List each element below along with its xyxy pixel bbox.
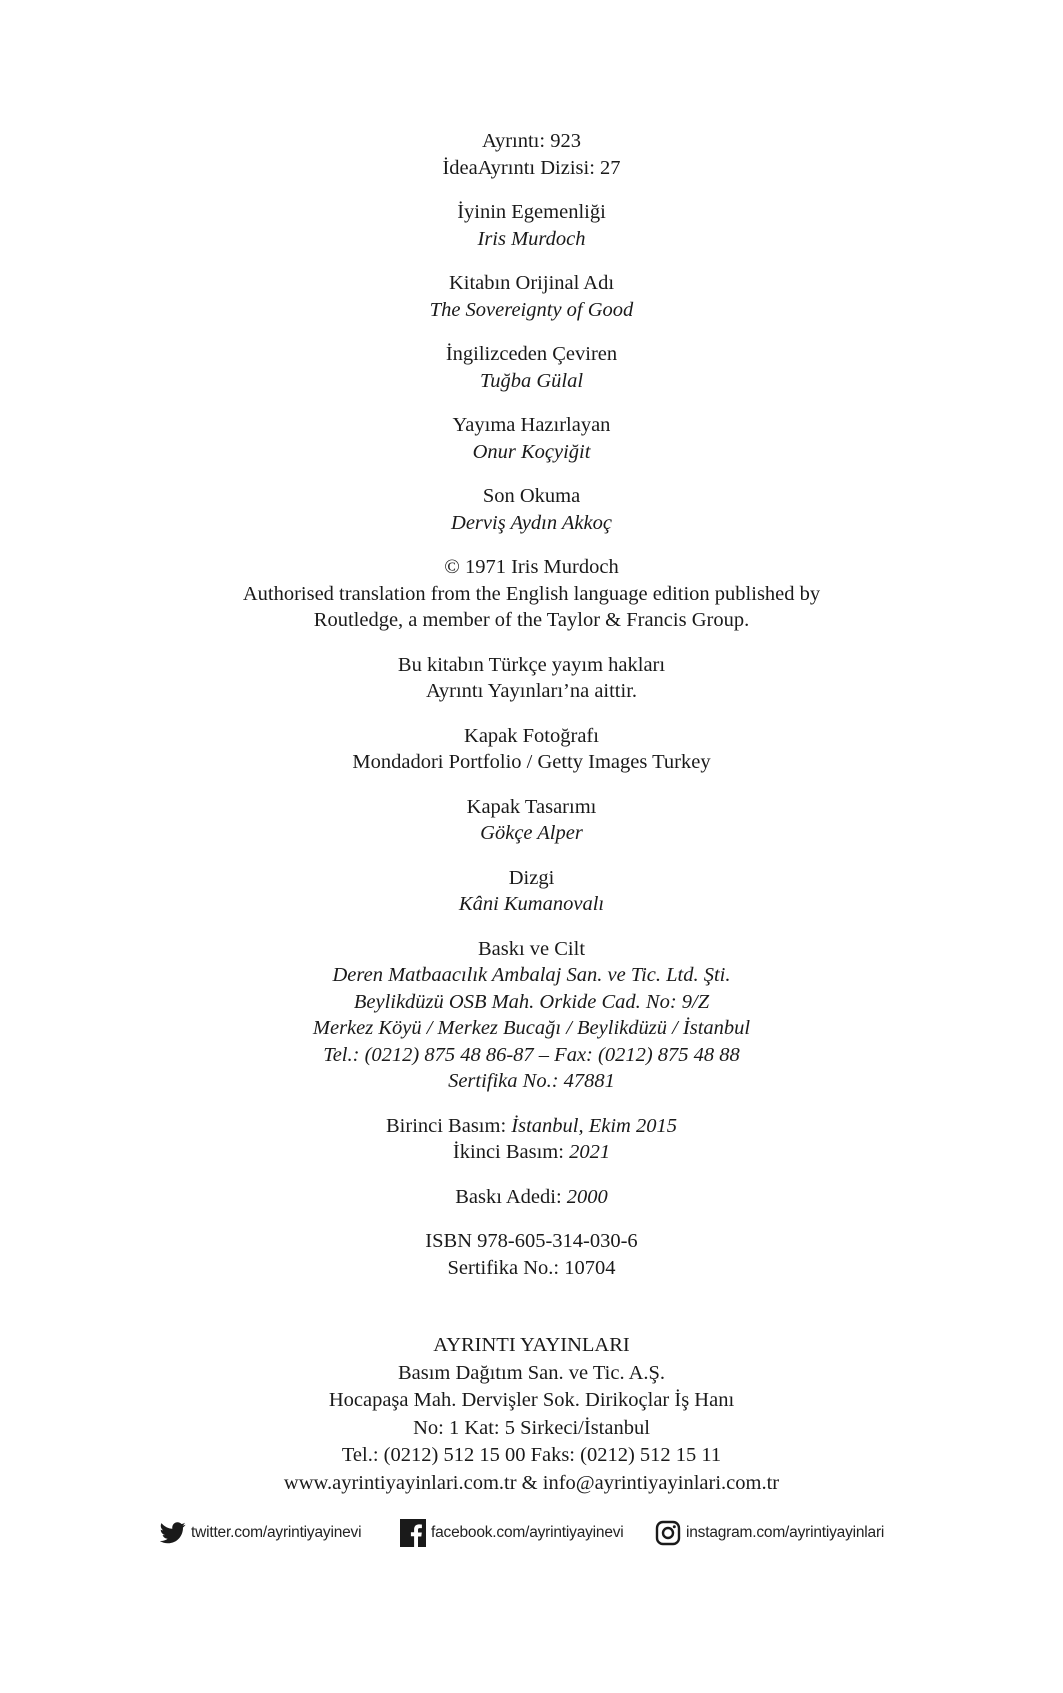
colophon-text: Tel.: (0212) 875 48 86-87 – Fax: (0212) 875 48 88 [323, 1043, 740, 1066]
colophon-line [0, 1139, 1063, 1166]
colophon-value: 2000 [566, 1185, 608, 1208]
colophon-text: ISBN 978-605-314-030-6 [425, 1230, 638, 1252]
publisher-name: AYRINTI YAYINLARI [433, 1334, 630, 1356]
colophon-line [0, 1068, 1063, 1095]
colophon-block [0, 1184, 1063, 1211]
colophon-line [0, 962, 1063, 989]
colophon-text: Dizgi [508, 866, 555, 889]
colophon-text: Yayıma Hazırlayan [452, 414, 611, 436]
colophon-text: Baskı ve Cilt [477, 937, 586, 960]
colophon-text: İdeaAyrıntı Dizisi: 27 [442, 156, 621, 179]
publisher-address-line-2: No: 1 Kat: 5 Sirkeci/İstanbul [413, 1416, 650, 1439]
colophon-value: İstanbul, Ekim 2015 [511, 1114, 677, 1137]
social-links [0, 1513, 1063, 1553]
colophon-line [0, 199, 1063, 226]
twitter-link[interactable] [160, 1513, 361, 1553]
colophon-block [0, 794, 1063, 847]
colophon-line [0, 1015, 1063, 1042]
colophon-text: Bu kitabın Türkçe yayım hakları [397, 653, 666, 676]
colophon-line [0, 341, 1063, 368]
twitter-icon [160, 1522, 186, 1544]
colophon-line [0, 1113, 1063, 1140]
colophon-line [0, 1228, 1063, 1255]
colophon-block [0, 723, 1063, 776]
colophon-line [0, 865, 1063, 892]
publisher-address-line-1: Hocapaşa Mah. Dervişler Sok. Dirikoçlar İş Hanı [328, 1389, 735, 1411]
colophon-text: İngilizceden Çeviren [445, 343, 618, 365]
colophon-value: 2021 [569, 1141, 611, 1163]
colophon-text: Authorised translation from the English language edition published by [242, 582, 821, 605]
colophon-text: Birinci Basım: [386, 1114, 512, 1137]
colophon-line [0, 891, 1063, 918]
colophon-block [0, 554, 1063, 634]
colophon-line [0, 155, 1063, 182]
facebook-icon [400, 1519, 426, 1547]
colophon-text: Son Okuma [482, 485, 581, 507]
colophon-text: Routledge, a member of the Taylor & Francis Group. [313, 609, 750, 631]
colophon-block [0, 412, 1063, 465]
colophon-text: Derviş Aydın Akkoç [451, 511, 612, 534]
colophon-text: Kâni Kumanovalı [458, 893, 605, 915]
colophon-text: Mondadori Portfolio / Getty Images Turkey [352, 751, 711, 773]
colophon-line [0, 607, 1063, 634]
facebook-handle: facebook.com/ayrintiyayinevi [431, 1524, 624, 1541]
colophon-text: Beylikdüzü OSB Mah. Orkide Cad. No: 9/Z [353, 990, 710, 1013]
colophon-line [0, 936, 1063, 963]
colophon-block [0, 936, 1063, 1095]
colophon-line [0, 510, 1063, 537]
colophon-text: Kapak Tasarımı [466, 795, 597, 818]
colophon-line [0, 1184, 1063, 1211]
colophon-text: Ayrıntı: 923 [482, 130, 581, 152]
colophon-line [0, 270, 1063, 297]
colophon-text: The Sovereignty of Good [429, 298, 634, 321]
colophon-line [0, 439, 1063, 466]
colophon-block [0, 341, 1063, 394]
colophon-block [0, 128, 1063, 181]
colophon-text: İkinci Basım: [452, 1141, 570, 1163]
colophon-text: Baskı Adedi: [455, 1185, 567, 1208]
instagram-link[interactable] [655, 1513, 884, 1553]
colophon-text: Kitabın Orijinal Adı [448, 272, 615, 294]
colophon-text: © 1971 Iris Murdoch [444, 556, 619, 578]
colophon-block [0, 270, 1063, 323]
colophon-line [0, 723, 1063, 750]
colophon-text: Ayrıntı Yayınları’na aittir. [425, 680, 638, 702]
colophon-text: Merkez Köyü / Merkez Bucağı / Beylikdüzü / İstanbul [312, 1017, 751, 1039]
twitter-handle: twitter.com/ayrintiyayinevi [191, 1524, 362, 1541]
colophon-line [0, 820, 1063, 847]
instagram-icon [655, 1520, 681, 1546]
publisher-info [0, 1332, 1063, 1497]
colophon-line [0, 412, 1063, 439]
colophon-line [0, 297, 1063, 324]
colophon-line [0, 226, 1063, 253]
colophon [0, 128, 1063, 1299]
colophon-text: Tuğba Gülal [479, 369, 584, 392]
colophon-block [0, 1113, 1063, 1166]
colophon-line [0, 368, 1063, 395]
colophon-text: Deren Matbaacılık Ambalaj San. ve Tic. Ltd. Şti. [332, 964, 731, 986]
colophon-line [0, 989, 1063, 1016]
publisher-phone: Tel.: (0212) 512 15 00 Faks: (0212) 512 15 11 [341, 1444, 722, 1466]
colophon-text: Sertifika No.: 10704 [447, 1256, 616, 1279]
colophon-text: Iris Murdoch [477, 227, 586, 250]
colophon-line [0, 652, 1063, 679]
colophon-line [0, 554, 1063, 581]
publisher-web-email[interactable]: www.ayrintiyayinlari.com.tr & info@ayrintiyayinlari.com.tr [283, 1471, 780, 1494]
colophon-text: İyinin Egemenliği [457, 201, 606, 223]
facebook-link[interactable] [400, 1513, 624, 1553]
colophon-line [0, 678, 1063, 705]
colophon-block [0, 1228, 1063, 1281]
colophon-block [0, 652, 1063, 705]
colophon-text: Kapak Fotoğrafı [464, 724, 599, 747]
colophon-block [0, 865, 1063, 918]
colophon-line [0, 1255, 1063, 1282]
colophon-text: Gökçe Alper [480, 822, 583, 844]
colophon-block [0, 483, 1063, 536]
publisher-company: Basım Dağıtım San. ve Tic. A.Ş. [397, 1361, 666, 1384]
colophon-line [0, 128, 1063, 155]
colophon-line [0, 483, 1063, 510]
colophon-block [0, 199, 1063, 252]
colophon-line [0, 749, 1063, 776]
colophon-line [0, 1042, 1063, 1069]
colophon-line [0, 581, 1063, 608]
colophon-text: Onur Koçyiğit [472, 440, 591, 463]
colophon-text: Sertifika No.: 47881 [448, 1070, 615, 1092]
instagram-handle: instagram.com/ayrintiyayinlari [686, 1524, 885, 1541]
colophon-line [0, 794, 1063, 821]
